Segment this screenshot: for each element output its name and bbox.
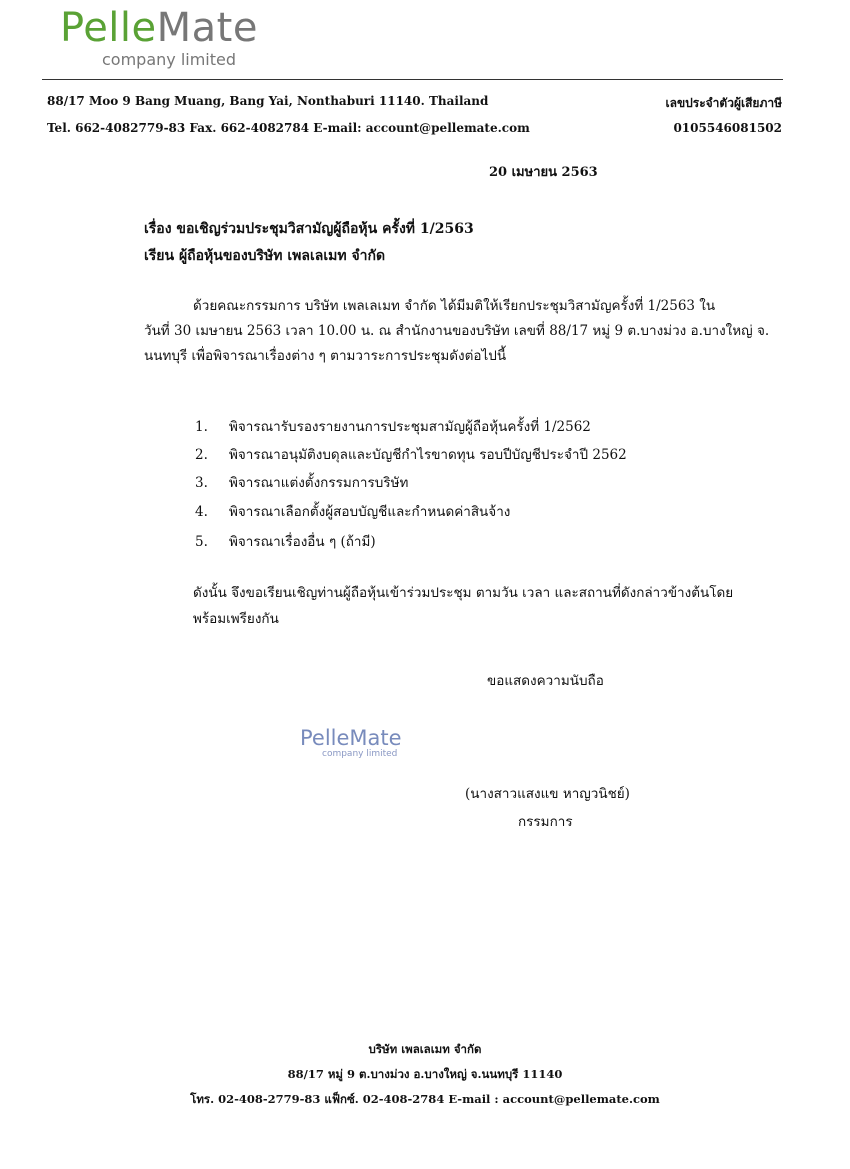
body-line-3: นนทบุรี เพื่อพิจารณาเรื่องต่าง ๆ ตามวาระการประชุมดังต่อไปนี้ [144, 348, 507, 364]
agenda-number: 1. [195, 419, 208, 435]
body-line-1: ด้วยคณะกรรมการ บริษัท เพลเลเมท จำกัด ได้มีมติให้เรียกประชุมวิสามัญครั้งที่ 1/2563 ใน [193, 298, 716, 314]
agenda-number: 4. [195, 504, 208, 520]
agenda-text: พิจารณาอนุมัติงบดุลและบัญชีกำไรขาดทุน รอบปีบัญชีประจำปี 2562 [229, 447, 627, 463]
logo-word-part1: Pelle [60, 5, 157, 51]
agenda-text: พิจารณาเลือกตั้งผู้สอบบัญชีและกำหนดค่าสินจ้าง [229, 504, 511, 520]
header-divider [42, 79, 783, 80]
agenda-text: พิจารณาแต่งตั้งกรรมการบริษัท [229, 475, 409, 491]
logo-wordmark [60, 5, 300, 51]
signer-title: กรรมการ [518, 814, 573, 830]
body-line-2: วันที่ 30 เมษายน 2563 เวลา 10.00 น. ณ สำนักงานของบริษัท เลขที่ 88/17 หมู่ 9 ต.บางม่วง อ.บางใหญ่ จ. [144, 323, 770, 339]
company-contact: Tel. 662-4082779-83 Fax. 662-4082784 E-mail: account@pellemate.com [47, 121, 530, 135]
company-stamp [300, 728, 450, 768]
company-address: 88/17 Moo 9 Bang Muang, Bang Yai, Nonthaburi 11140. Thailand [47, 94, 489, 108]
agenda-item [195, 500, 510, 522]
body-paragraph [144, 294, 770, 369]
agenda-item [195, 443, 627, 465]
footer-company: บริษัท เพลเลเมท จำกัด [368, 1042, 482, 1056]
closing-line-1: ดังนั้น จึงขอเรียนเชิญท่านผู้ถือหุ้นเข้าร่วมประชุม ตามวัน เวลา และสถานที่ดังกล่าวข้างต้นโดย [193, 585, 734, 601]
agenda-number: 2. [195, 447, 208, 463]
agenda-text: พิจารณาเรื่องอื่น ๆ (ถ้ามี) [229, 534, 376, 550]
letter-date: 20 เมษายน 2563 [489, 165, 598, 180]
stamp-wordmark: PelleMate [300, 726, 402, 750]
footer-contact: โทร. 02-408-2779-83 แฟ็กซ์. 02-408-2784 E-mail : account@pellemate.com [190, 1092, 660, 1106]
tax-id-value: 0105546081502 [673, 121, 782, 135]
closing-line-2: พร้อมเพรียงกัน [193, 611, 279, 627]
tax-id-label: เลขประจำตัวผู้เสียภาษี [665, 96, 782, 110]
footer-address: 88/17 หมู่ 9 ต.บางม่วง อ.บางใหญ่ จ.นนทบุรี 11140 [287, 1067, 563, 1081]
agenda-item [195, 530, 376, 552]
letter-recipient: เรียน ผู้ถือหุ้นของบริษัท เพลเลเมท จำกัด [144, 248, 386, 264]
agenda-item [195, 471, 408, 493]
logo-subtitle: company limited [102, 50, 237, 69]
signer-name: (นางสาวแสงแข หาญวนิชย์) [465, 786, 630, 802]
agenda-number: 5. [195, 534, 208, 550]
agenda-text: พิจารณารับรองรายงานการประชุมสามัญผู้ถือหุ้นครั้งที่ 1/2562 [229, 419, 591, 435]
logo-word-part2: Mate [156, 5, 258, 51]
letter-subject: เรื่อง ขอเชิญร่วมประชุมวิสามัญผู้ถือหุ้น ครั้งที่ 1/2563 [144, 221, 474, 237]
regards-text: ขอแสดงความนับถือ [487, 673, 604, 689]
stamp-subtitle: company limited [322, 749, 398, 759]
agenda-item [195, 415, 591, 437]
company-logo [60, 5, 300, 78]
agenda-number: 3. [195, 475, 208, 491]
